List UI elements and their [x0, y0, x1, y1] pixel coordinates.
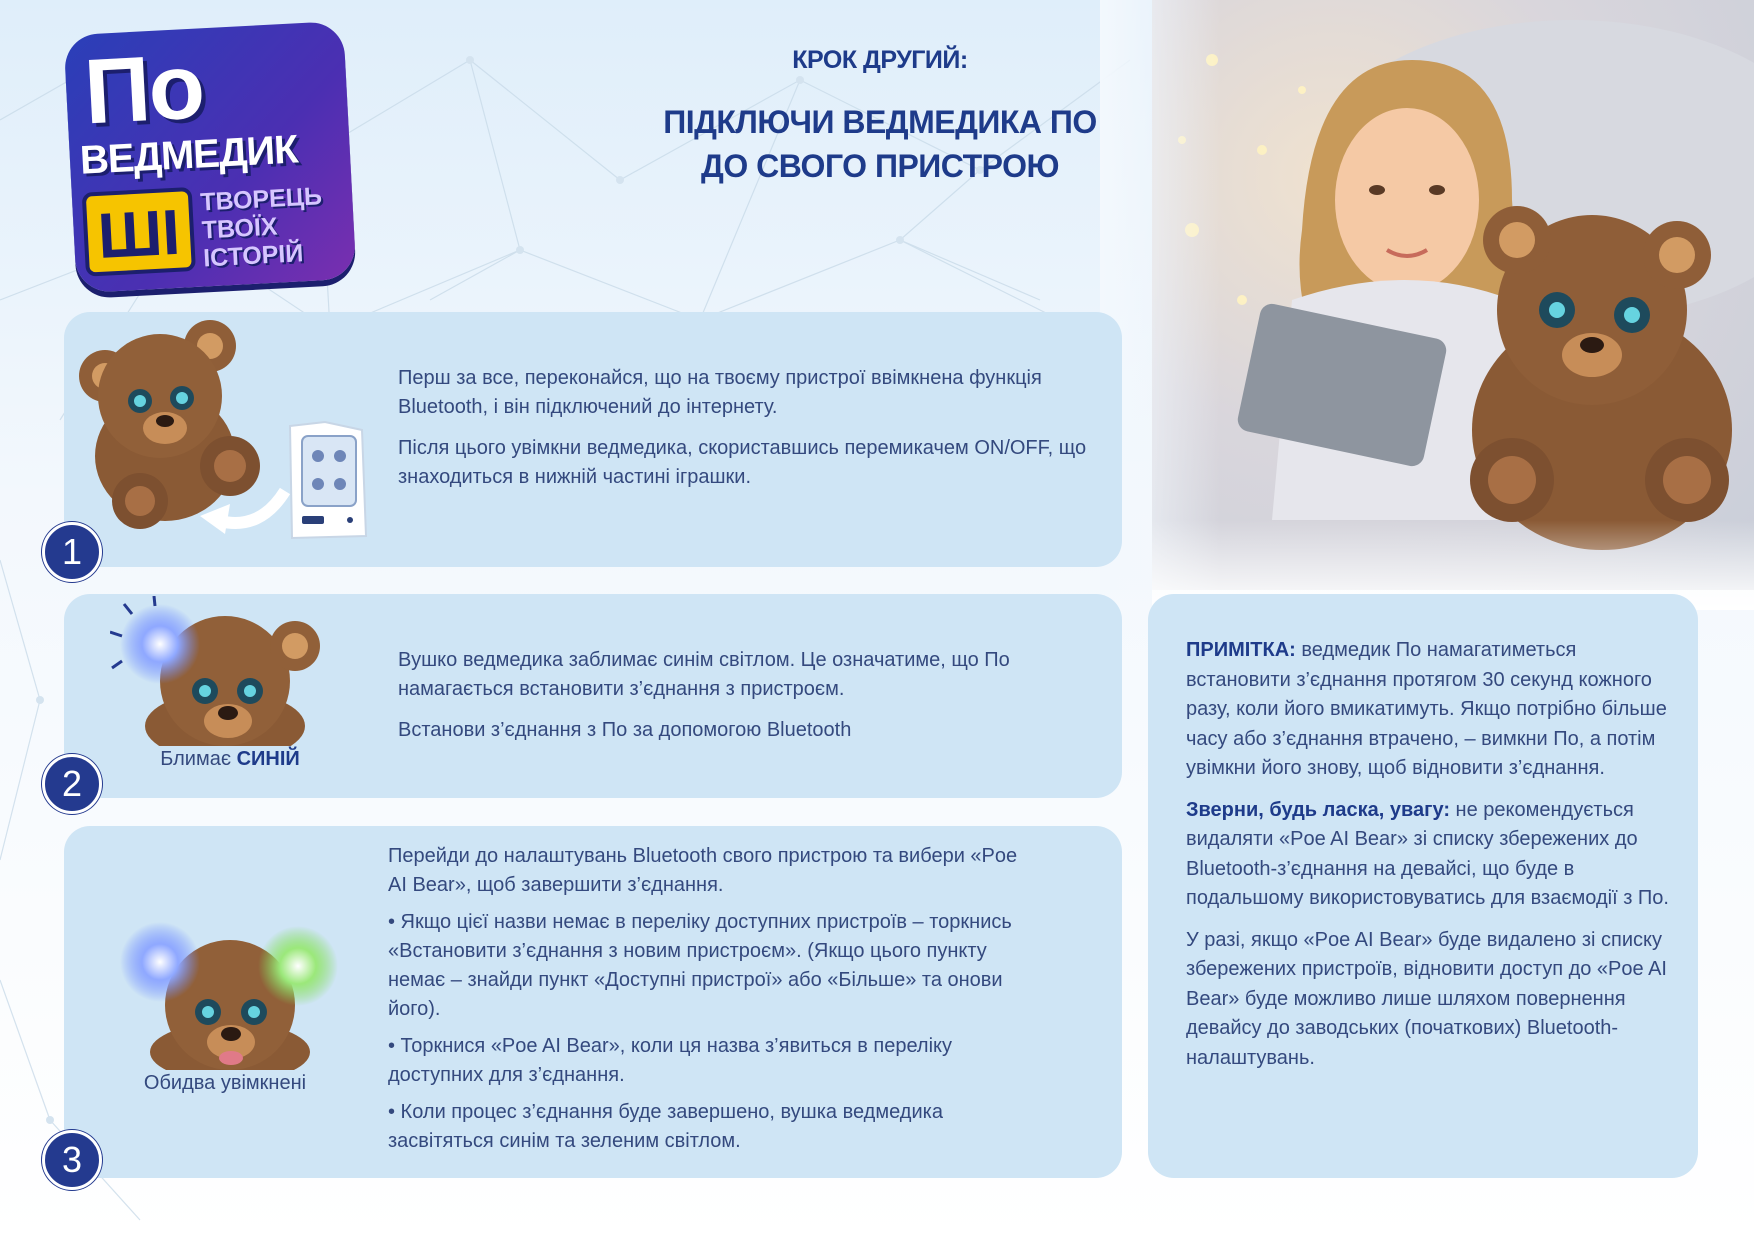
step-3-bullet: • Коли процес з’єднання буде завершено, вушка ведмедика засвітяться синім та зеленим світлом.	[388, 1101, 943, 1152]
page-title-line: ДО СВОГО ПРИСТРОЮ	[701, 148, 1059, 184]
step-3-caption: Обидва увімкнені	[143, 1072, 307, 1094]
step-2-caption	[130, 748, 330, 771]
step-1-paragraph: Перш за все, переконайся, що на твоєму пристрої ввімкнена функція Bluetooth, і він підключений до інтернету.	[398, 367, 1042, 418]
note-paragraph	[1186, 636, 1682, 784]
bear-blue-green-lights-illustration	[120, 920, 340, 1070]
logo-subtitle: ВЕДМЕДИК	[78, 127, 299, 183]
bear-with-switch-illustration	[70, 306, 370, 546]
step-label: КРОК ДРУГИЙ:	[792, 46, 968, 74]
brand-logo	[63, 21, 356, 293]
note-label: ПРИМІТКА:	[1186, 639, 1296, 661]
page-title	[640, 100, 1120, 188]
step-3-paragraph: Перейди до налаштувань Bluetooth свого пристрою та вибери «Poe AI Bear», щоб завершити з’єднання.	[388, 845, 1018, 896]
girl-with-tablet-and-bear-photo	[1152, 0, 1754, 590]
attention-label: Зверни, будь ласка, увагу:	[1186, 798, 1450, 821]
note-paragraph	[1186, 796, 1682, 914]
step-3-bullet: • Якщо цієї назви немає в переліку доступних пристроїв – торкнись «Встановити з’єднання з новим пристроєм». (Якщо цього пункту немає – знайди пункт «Доступні пристрої» або «Більше» та онови його).	[388, 911, 1012, 1020]
step-2-text	[398, 646, 1098, 757]
step-2-badge: 2	[42, 754, 102, 814]
note-body: ведмедик По намагатиметься встановити з’єднання протягом 30 секунд кожного разу, коли його вмикатимуть. Якщо потрібно більше часу або з’єднання втрачено, – вимкни По, а потім увімкни його знову, щоб відновити з’єднання.	[1186, 639, 1667, 779]
step-3-badge: 3	[42, 1130, 102, 1190]
step-1-badge: 1	[42, 522, 102, 582]
step-1-paragraph: Після цього увімкни ведмедика, скориставшись перемикачем ON/OFF, що знаходиться в нижній частині іграшки.	[398, 437, 1087, 488]
attention-body: не рекомендується видаляти «Poe AI Bear» зі списку збережених до Bluetooth-з’єднання на девайсі, що буде в подальшому використовуватись для взаємодії з По.	[1186, 798, 1669, 909]
logo-tagline-line: ТВОЇХ	[201, 212, 279, 245]
step-2-paragraph: Вушко ведмедика заблимає синім світлом. Це означатиме, що По намагається встановити з’єднання з пристроєм.	[398, 649, 1010, 700]
page-title-line: ПІДКЛЮЧИ ВЕДМЕДИКА ПО	[663, 104, 1097, 140]
note-text	[1186, 636, 1682, 1085]
bear-blue-light-illustration	[110, 596, 330, 746]
logo-tagline-line: ІСТОРІЙ	[202, 239, 304, 273]
step-2-paragraph: Встанови з’єднання з По за допомогою Bluetooth	[398, 719, 852, 741]
step-3-bullet: • Торкнися «Poe AI Bear», коли ця назва з’явиться в переліку доступних для з’єднання.	[388, 1035, 953, 1086]
step-2-caption-color: СИНІЙ	[236, 748, 300, 770]
logo-tagline	[200, 182, 326, 272]
logo-title: По	[81, 35, 206, 144]
step-1-text	[398, 364, 1098, 504]
step-3-text	[388, 842, 1028, 1164]
note-paragraph: У разі, якщо «Poe AI Bear» буде видалено зі списку збережених пристроїв, відновити доступ до «Poe AI Bear» буде можливо лише шляхом повернення девайсу до заводських (початкових) Bluetooth-налаштувань.	[1186, 928, 1667, 1069]
step-2-caption-prefix: Блимає	[160, 748, 232, 770]
logo-ai-badge: ШІ	[82, 187, 196, 277]
logo-tagline-line: ТВОРЕЦЬ	[199, 182, 323, 217]
